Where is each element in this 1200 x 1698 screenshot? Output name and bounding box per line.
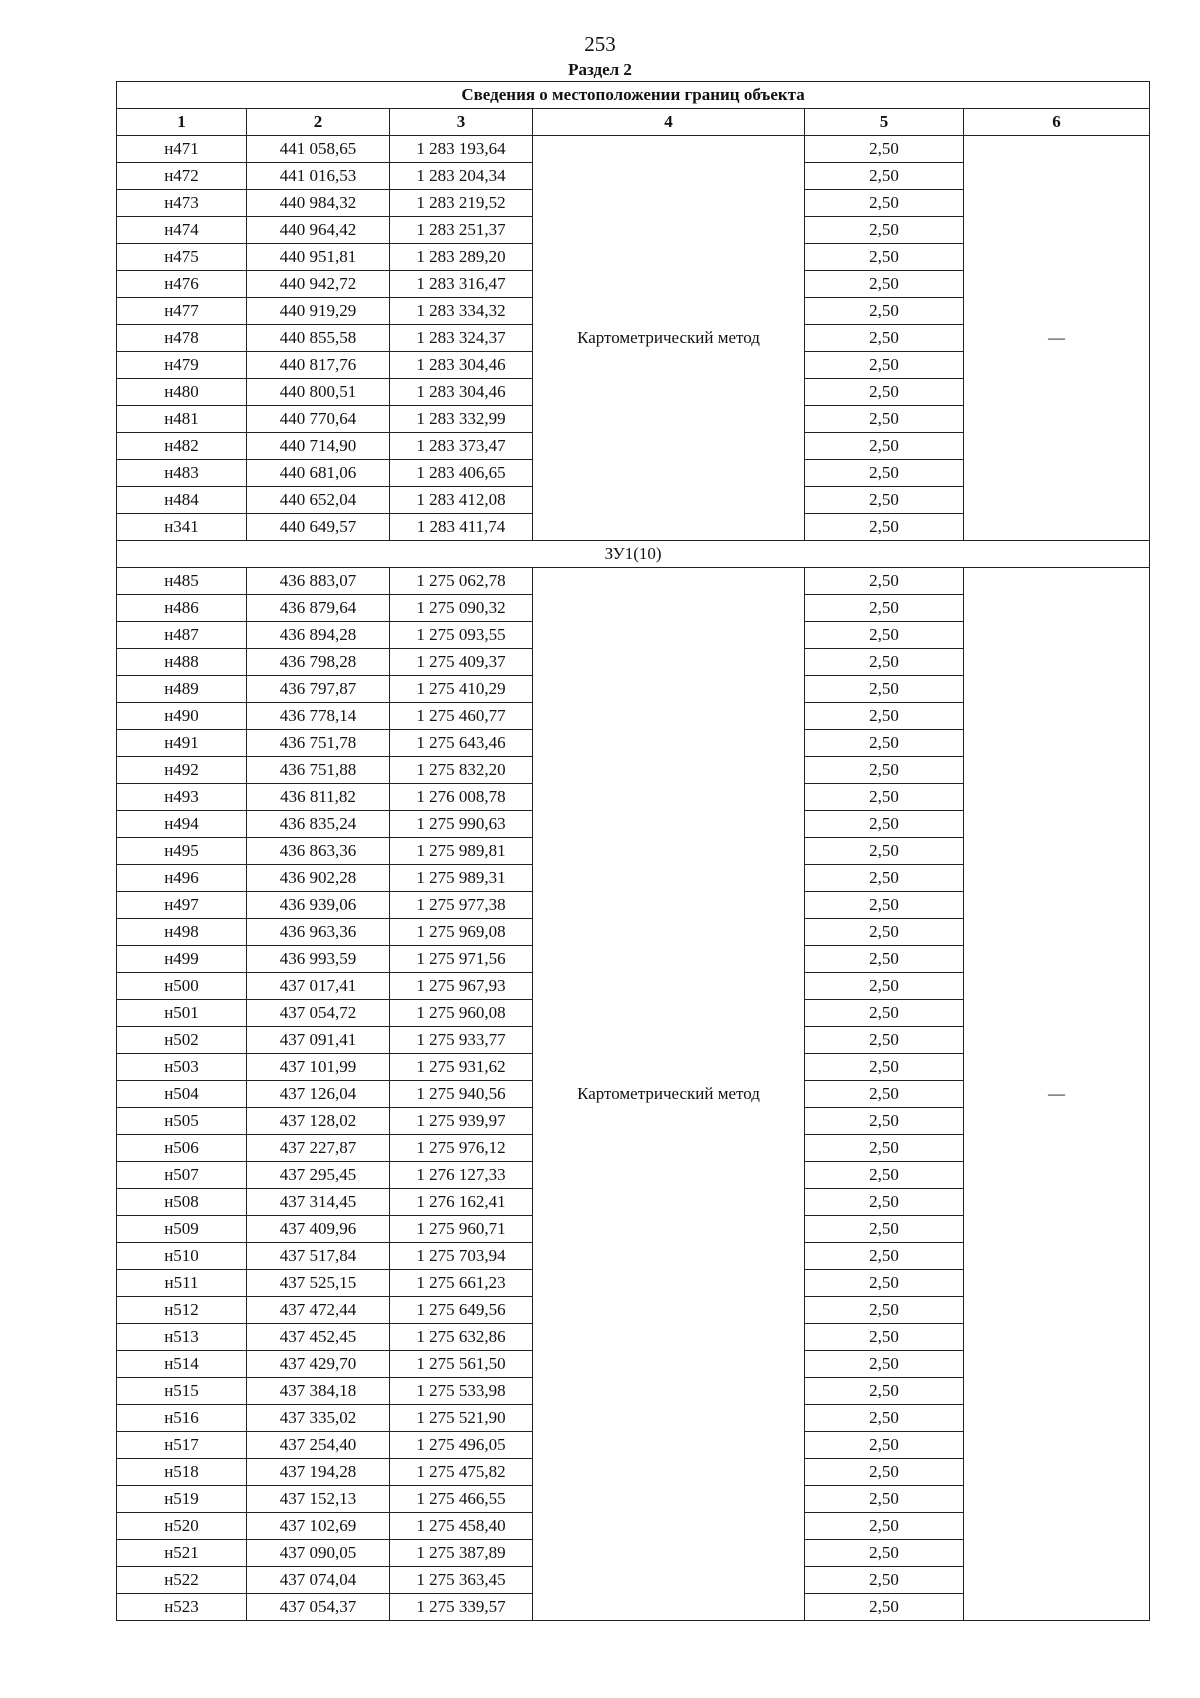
boundary-table: [116, 81, 1150, 1621]
x-coordinate-cell: 437 101,99: [247, 1054, 390, 1081]
y-coordinate-cell: 1 283 316,47: [390, 271, 533, 298]
column-header: 2: [247, 109, 390, 136]
accuracy-cell: 2,50: [805, 298, 964, 325]
accuracy-cell: 2,50: [805, 352, 964, 379]
accuracy-cell: 2,50: [805, 1513, 964, 1540]
y-coordinate-cell: 1 276 162,41: [390, 1189, 533, 1216]
y-coordinate-cell: 1 275 460,77: [390, 703, 533, 730]
accuracy-cell: 2,50: [805, 865, 964, 892]
point-id-cell: н517: [117, 1432, 247, 1459]
accuracy-cell: 2,50: [805, 730, 964, 757]
method-cell: Картометрический метод: [533, 568, 805, 1621]
x-coordinate-cell: 437 152,13: [247, 1486, 390, 1513]
x-coordinate-cell: 437 102,69: [247, 1513, 390, 1540]
point-id-cell: н512: [117, 1297, 247, 1324]
y-coordinate-cell: 1 275 649,56: [390, 1297, 533, 1324]
y-coordinate-cell: 1 275 339,57: [390, 1594, 533, 1621]
y-coordinate-cell: 1 275 533,98: [390, 1378, 533, 1405]
x-coordinate-cell: 440 800,51: [247, 379, 390, 406]
accuracy-cell: 2,50: [805, 325, 964, 352]
y-coordinate-cell: 1 283 219,52: [390, 190, 533, 217]
x-coordinate-cell: 440 984,32: [247, 190, 390, 217]
point-id-cell: н521: [117, 1540, 247, 1567]
accuracy-cell: 2,50: [805, 1270, 964, 1297]
x-coordinate-cell: 437 452,45: [247, 1324, 390, 1351]
accuracy-cell: 2,50: [805, 487, 964, 514]
x-coordinate-cell: 437 429,70: [247, 1351, 390, 1378]
point-id-cell: н480: [117, 379, 247, 406]
column-header: 6: [964, 109, 1150, 136]
x-coordinate-cell: 437 517,84: [247, 1243, 390, 1270]
point-id-cell: н341: [117, 514, 247, 541]
accuracy-cell: 2,50: [805, 1405, 964, 1432]
accuracy-cell: 2,50: [805, 406, 964, 433]
page-number: 253: [584, 32, 616, 56]
accuracy-cell: 2,50: [805, 1189, 964, 1216]
x-coordinate-cell: 436 902,28: [247, 865, 390, 892]
point-id-cell: н519: [117, 1486, 247, 1513]
y-coordinate-cell: 1 275 475,82: [390, 1459, 533, 1486]
x-coordinate-cell: 437 054,72: [247, 1000, 390, 1027]
y-coordinate-cell: 1 275 977,38: [390, 892, 533, 919]
x-coordinate-cell: 437 335,02: [247, 1405, 390, 1432]
accuracy-cell: 2,50: [805, 676, 964, 703]
x-coordinate-cell: 437 091,41: [247, 1027, 390, 1054]
y-coordinate-cell: 1 275 458,40: [390, 1513, 533, 1540]
x-coordinate-cell: 437 126,04: [247, 1081, 390, 1108]
x-coordinate-cell: 440 951,81: [247, 244, 390, 271]
x-coordinate-cell: 436 863,36: [247, 838, 390, 865]
table-body: [117, 136, 1150, 1621]
y-coordinate-cell: 1 283 373,47: [390, 433, 533, 460]
y-coordinate-cell: 1 276 008,78: [390, 784, 533, 811]
y-coordinate-cell: 1 275 960,08: [390, 1000, 533, 1027]
y-coordinate-cell: 1 275 969,08: [390, 919, 533, 946]
accuracy-cell: 2,50: [805, 379, 964, 406]
y-coordinate-cell: 1 283 334,32: [390, 298, 533, 325]
x-coordinate-cell: 440 770,64: [247, 406, 390, 433]
accuracy-cell: 2,50: [805, 1054, 964, 1081]
point-id-cell: н513: [117, 1324, 247, 1351]
x-coordinate-cell: 440 942,72: [247, 271, 390, 298]
x-coordinate-cell: 437 054,37: [247, 1594, 390, 1621]
point-id-cell: н486: [117, 595, 247, 622]
point-id-cell: н505: [117, 1108, 247, 1135]
column-header: 5: [805, 109, 964, 136]
x-coordinate-cell: 437 525,15: [247, 1270, 390, 1297]
accuracy-cell: 2,50: [805, 919, 964, 946]
accuracy-cell: 2,50: [805, 595, 964, 622]
point-id-cell: н497: [117, 892, 247, 919]
point-id-cell: н500: [117, 973, 247, 1000]
x-coordinate-cell: 436 751,78: [247, 730, 390, 757]
x-coordinate-cell: 437 090,05: [247, 1540, 390, 1567]
point-id-cell: н520: [117, 1513, 247, 1540]
point-id-cell: н506: [117, 1135, 247, 1162]
point-id-cell: н494: [117, 811, 247, 838]
table-row: [117, 568, 1150, 595]
table-caption: Сведения о местоположении границ объекта: [117, 82, 1150, 109]
column6-cell: —: [964, 568, 1150, 1621]
accuracy-cell: 2,50: [805, 1378, 964, 1405]
x-coordinate-cell: 437 409,96: [247, 1216, 390, 1243]
y-coordinate-cell: 1 275 703,94: [390, 1243, 533, 1270]
point-id-cell: н516: [117, 1405, 247, 1432]
accuracy-cell: 2,50: [805, 622, 964, 649]
point-id-cell: н499: [117, 946, 247, 973]
point-id-cell: н514: [117, 1351, 247, 1378]
y-coordinate-cell: 1 275 632,86: [390, 1324, 533, 1351]
point-id-cell: н474: [117, 217, 247, 244]
y-coordinate-cell: 1 283 406,65: [390, 460, 533, 487]
x-coordinate-cell: 437 227,87: [247, 1135, 390, 1162]
accuracy-cell: 2,50: [805, 973, 964, 1000]
point-id-cell: н484: [117, 487, 247, 514]
y-coordinate-cell: 1 275 661,23: [390, 1270, 533, 1297]
y-coordinate-cell: 1 283 251,37: [390, 217, 533, 244]
point-id-cell: н473: [117, 190, 247, 217]
y-coordinate-cell: 1 275 832,20: [390, 757, 533, 784]
x-coordinate-cell: 436 798,28: [247, 649, 390, 676]
accuracy-cell: 2,50: [805, 217, 964, 244]
y-coordinate-cell: 1 283 411,74: [390, 514, 533, 541]
x-coordinate-cell: 437 254,40: [247, 1432, 390, 1459]
column-header: 3: [390, 109, 533, 136]
x-coordinate-cell: 440 964,42: [247, 217, 390, 244]
point-id-cell: н479: [117, 352, 247, 379]
point-id-cell: н475: [117, 244, 247, 271]
y-coordinate-cell: 1 275 931,62: [390, 1054, 533, 1081]
x-coordinate-cell: 437 194,28: [247, 1459, 390, 1486]
accuracy-cell: 2,50: [805, 1540, 964, 1567]
y-coordinate-cell: 1 275 939,97: [390, 1108, 533, 1135]
accuracy-cell: 2,50: [805, 703, 964, 730]
accuracy-cell: 2,50: [805, 1351, 964, 1378]
accuracy-cell: 2,50: [805, 514, 964, 541]
y-coordinate-cell: 1 276 127,33: [390, 1162, 533, 1189]
x-coordinate-cell: 436 883,07: [247, 568, 390, 595]
point-id-cell: н478: [117, 325, 247, 352]
y-coordinate-cell: 1 283 289,20: [390, 244, 533, 271]
x-coordinate-cell: 440 652,04: [247, 487, 390, 514]
accuracy-cell: 2,50: [805, 1297, 964, 1324]
x-coordinate-cell: 436 939,06: [247, 892, 390, 919]
accuracy-cell: 2,50: [805, 1567, 964, 1594]
y-coordinate-cell: 1 275 967,93: [390, 973, 533, 1000]
y-coordinate-cell: 1 275 989,81: [390, 838, 533, 865]
accuracy-cell: 2,50: [805, 460, 964, 487]
column6-cell: —: [964, 136, 1150, 541]
x-coordinate-cell: 437 472,44: [247, 1297, 390, 1324]
accuracy-cell: 2,50: [805, 1432, 964, 1459]
point-id-cell: н489: [117, 676, 247, 703]
point-id-cell: н523: [117, 1594, 247, 1621]
accuracy-cell: 2,50: [805, 1135, 964, 1162]
y-coordinate-cell: 1 283 304,46: [390, 379, 533, 406]
accuracy-cell: 2,50: [805, 811, 964, 838]
x-coordinate-cell: 437 017,41: [247, 973, 390, 1000]
x-coordinate-cell: 440 919,29: [247, 298, 390, 325]
x-coordinate-cell: 440 681,06: [247, 460, 390, 487]
y-coordinate-cell: 1 275 561,50: [390, 1351, 533, 1378]
accuracy-cell: 2,50: [805, 1459, 964, 1486]
y-coordinate-cell: 1 283 204,34: [390, 163, 533, 190]
y-coordinate-cell: 1 275 363,45: [390, 1567, 533, 1594]
x-coordinate-cell: 437 295,45: [247, 1162, 390, 1189]
point-id-cell: н492: [117, 757, 247, 784]
y-coordinate-cell: 1 275 387,89: [390, 1540, 533, 1567]
x-coordinate-cell: 440 855,58: [247, 325, 390, 352]
x-coordinate-cell: 441 058,65: [247, 136, 390, 163]
method-cell: Картометрический метод: [533, 136, 805, 541]
accuracy-cell: 2,50: [805, 838, 964, 865]
y-coordinate-cell: 1 275 989,31: [390, 865, 533, 892]
accuracy-cell: 2,50: [805, 1594, 964, 1621]
point-id-cell: н510: [117, 1243, 247, 1270]
point-id-cell: н485: [117, 568, 247, 595]
y-coordinate-cell: 1 283 193,64: [390, 136, 533, 163]
point-id-cell: н472: [117, 163, 247, 190]
accuracy-cell: 2,50: [805, 163, 964, 190]
accuracy-cell: 2,50: [805, 1324, 964, 1351]
accuracy-cell: 2,50: [805, 1162, 964, 1189]
x-coordinate-cell: 436 835,24: [247, 811, 390, 838]
y-coordinate-cell: 1 283 412,08: [390, 487, 533, 514]
column-header: 4: [533, 109, 805, 136]
column-header: 1: [117, 109, 247, 136]
point-id-cell: н501: [117, 1000, 247, 1027]
point-id-cell: н481: [117, 406, 247, 433]
accuracy-cell: 2,50: [805, 649, 964, 676]
accuracy-cell: 2,50: [805, 757, 964, 784]
accuracy-cell: 2,50: [805, 190, 964, 217]
point-id-cell: н508: [117, 1189, 247, 1216]
point-id-cell: н483: [117, 460, 247, 487]
accuracy-cell: 2,50: [805, 244, 964, 271]
group-label: ЗУ1(10): [117, 541, 1150, 568]
accuracy-cell: 2,50: [805, 1108, 964, 1135]
point-id-cell: н488: [117, 649, 247, 676]
x-coordinate-cell: 441 016,53: [247, 163, 390, 190]
point-id-cell: н471: [117, 136, 247, 163]
accuracy-cell: 2,50: [805, 1081, 964, 1108]
y-coordinate-cell: 1 283 332,99: [390, 406, 533, 433]
point-id-cell: н503: [117, 1054, 247, 1081]
point-id-cell: н477: [117, 298, 247, 325]
x-coordinate-cell: 437 128,02: [247, 1108, 390, 1135]
point-id-cell: н504: [117, 1081, 247, 1108]
point-id-cell: н490: [117, 703, 247, 730]
y-coordinate-cell: 1 283 324,37: [390, 325, 533, 352]
y-coordinate-cell: 1 275 093,55: [390, 622, 533, 649]
column-header-row: [117, 109, 1150, 136]
point-id-cell: н515: [117, 1378, 247, 1405]
accuracy-cell: 2,50: [805, 1486, 964, 1513]
point-id-cell: н495: [117, 838, 247, 865]
point-id-cell: н496: [117, 865, 247, 892]
y-coordinate-cell: 1 275 643,46: [390, 730, 533, 757]
y-coordinate-cell: 1 275 410,29: [390, 676, 533, 703]
group-label-row: [117, 541, 1150, 568]
x-coordinate-cell: 436 963,36: [247, 919, 390, 946]
y-coordinate-cell: 1 275 496,05: [390, 1432, 533, 1459]
y-coordinate-cell: 1 275 090,32: [390, 595, 533, 622]
y-coordinate-cell: 1 275 960,71: [390, 1216, 533, 1243]
x-coordinate-cell: 437 314,45: [247, 1189, 390, 1216]
y-coordinate-cell: 1 283 304,46: [390, 352, 533, 379]
point-id-cell: н498: [117, 919, 247, 946]
accuracy-cell: 2,50: [805, 892, 964, 919]
x-coordinate-cell: 436 894,28: [247, 622, 390, 649]
point-id-cell: н511: [117, 1270, 247, 1297]
point-id-cell: н482: [117, 433, 247, 460]
accuracy-cell: 2,50: [805, 136, 964, 163]
accuracy-cell: 2,50: [805, 1000, 964, 1027]
point-id-cell: н522: [117, 1567, 247, 1594]
x-coordinate-cell: 436 751,88: [247, 757, 390, 784]
x-coordinate-cell: 440 714,90: [247, 433, 390, 460]
x-coordinate-cell: 437 074,04: [247, 1567, 390, 1594]
x-coordinate-cell: 440 817,76: [247, 352, 390, 379]
table-row: [117, 136, 1150, 163]
y-coordinate-cell: 1 275 933,77: [390, 1027, 533, 1054]
y-coordinate-cell: 1 275 976,12: [390, 1135, 533, 1162]
accuracy-cell: 2,50: [805, 784, 964, 811]
point-id-cell: н518: [117, 1459, 247, 1486]
x-coordinate-cell: 440 649,57: [247, 514, 390, 541]
accuracy-cell: 2,50: [805, 271, 964, 298]
accuracy-cell: 2,50: [805, 946, 964, 973]
x-coordinate-cell: 436 879,64: [247, 595, 390, 622]
y-coordinate-cell: 1 275 062,78: [390, 568, 533, 595]
accuracy-cell: 2,50: [805, 1243, 964, 1270]
point-id-cell: н509: [117, 1216, 247, 1243]
y-coordinate-cell: 1 275 940,56: [390, 1081, 533, 1108]
accuracy-cell: 2,50: [805, 1216, 964, 1243]
x-coordinate-cell: 436 993,59: [247, 946, 390, 973]
accuracy-cell: 2,50: [805, 568, 964, 595]
x-coordinate-cell: 436 797,87: [247, 676, 390, 703]
point-id-cell: н491: [117, 730, 247, 757]
x-coordinate-cell: 436 778,14: [247, 703, 390, 730]
point-id-cell: н502: [117, 1027, 247, 1054]
point-id-cell: н476: [117, 271, 247, 298]
x-coordinate-cell: 437 384,18: [247, 1378, 390, 1405]
y-coordinate-cell: 1 275 521,90: [390, 1405, 533, 1432]
x-coordinate-cell: 436 811,82: [247, 784, 390, 811]
accuracy-cell: 2,50: [805, 1027, 964, 1054]
y-coordinate-cell: 1 275 971,56: [390, 946, 533, 973]
section-title: Раздел 2: [568, 60, 632, 79]
y-coordinate-cell: 1 275 990,63: [390, 811, 533, 838]
accuracy-cell: 2,50: [805, 433, 964, 460]
point-id-cell: н487: [117, 622, 247, 649]
y-coordinate-cell: 1 275 466,55: [390, 1486, 533, 1513]
y-coordinate-cell: 1 275 409,37: [390, 649, 533, 676]
point-id-cell: н493: [117, 784, 247, 811]
point-id-cell: н507: [117, 1162, 247, 1189]
